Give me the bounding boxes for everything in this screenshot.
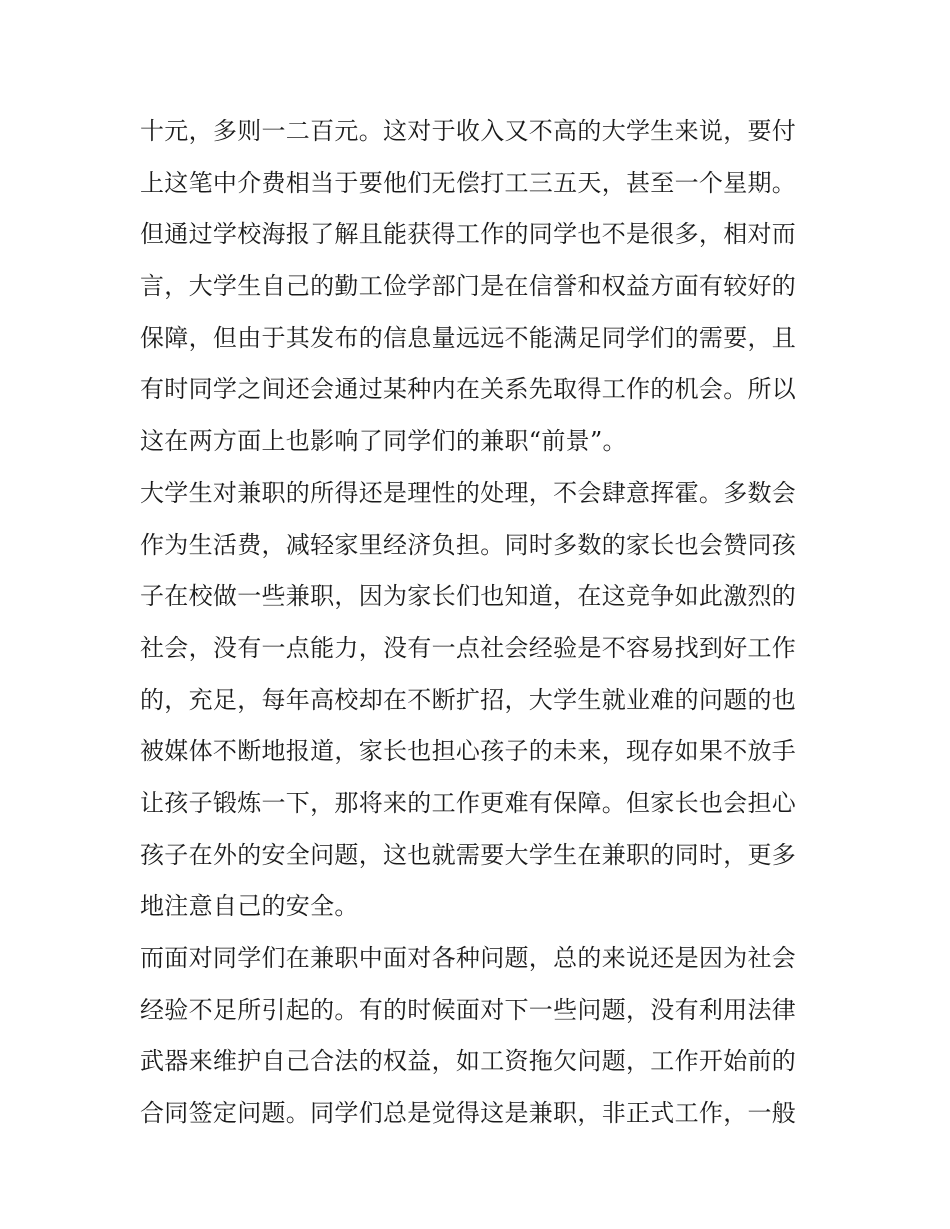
text-line: 这在两方面上也影响了同学们的兼职“前景”。	[140, 427, 627, 456]
text-line: 让孩子锻炼一下，那将来的工作更难有保障。但家长也会担心	[140, 788, 797, 817]
text-line: 的，充足，每年高校却在不断扩招，大学生就业难的问题的也	[140, 685, 797, 714]
text-line: 言，大学生自己的勤工俭学部门是在信誉和权益方面有较好的	[140, 272, 797, 301]
text-line: 合同签定问题。同学们总是觉得这是兼职，非正式工作，一般	[140, 1099, 797, 1128]
text-line: 子在校做一些兼职，因为家长们也知道，在这竞争如此激烈的	[140, 582, 797, 611]
text-line: 大学生对兼职的所得还是理性的处理，不会肆意挥霍。多数会	[140, 478, 797, 507]
text-line: 社会，没有一点能力，没有一点社会经验是不容易找到好工作	[140, 633, 797, 662]
text-line: 保障，但由于其发布的信息量远远不能满足同学们的需要，且	[140, 323, 797, 352]
text-line: 武器来维护自己合法的权益，如工资拖欠问题，工作开始前的	[140, 1047, 797, 1076]
text-line: 孩子在外的安全问题，这也就需要大学生在兼职的同时，更多	[140, 840, 797, 869]
body-text	[140, 106, 820, 1140]
text-line: 被媒体不断地报道，家长也担心孩子的未来，现存如果不放手	[140, 737, 797, 766]
text-line: 有时同学之间还会通过某种内在关系先取得工作的机会。所以	[140, 375, 797, 404]
text-line: 而面对同学们在兼职中面对各种问题，总的来说还是因为社会	[140, 944, 797, 972]
text-line: 经验不足所引起的。有的时候面对下一些问题，没有利用法律	[140, 995, 797, 1024]
text-line: 十元，多则一二百元。这对于收入又不高的大学生来说，要付	[140, 117, 797, 145]
text-line: 上这笔中介费相当于要他们无偿打工三五天，甚至一个星期。	[140, 168, 797, 197]
text-line: 地注意自己的安全。	[140, 892, 359, 921]
text-line: 但通过学校海报了解且能获得工作的同学也不是很多，相对而	[140, 220, 797, 249]
text-line: 作为生活费，减轻家里经济负担。同时多数的家长也会赞同孩	[140, 530, 797, 559]
